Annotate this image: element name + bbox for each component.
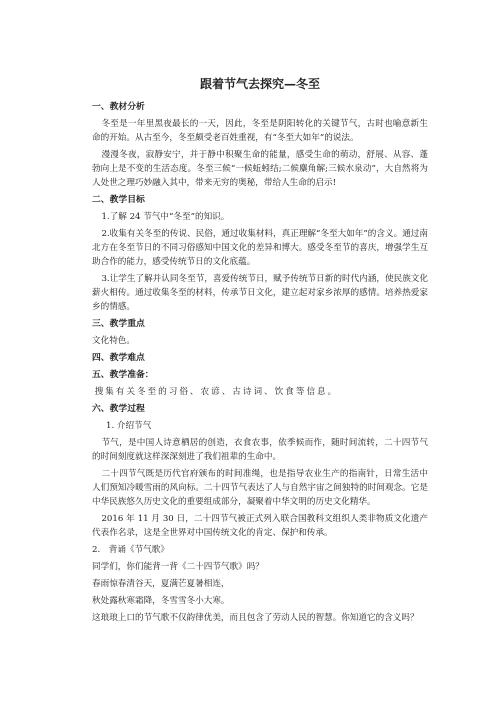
step-heading: 2. 背诵《节气歌》	[92, 545, 169, 555]
section-heading-key-points: 三、教学重点	[92, 319, 145, 329]
paragraph: 文化特色。	[92, 336, 135, 346]
paragraph: 二十四节气既是历代官府颁布的时间准绳，也是指导农业生产的指南针，日常生活中人们预知冷暖雪雨的风向标。二十四节气表达了人与自然宇宙之间独特的时间观念。它是中华民族悠久历史文化的重要组成部分，凝聚着中华文明的历史文化精华。	[92, 469, 428, 507]
paragraph: 冬至是一年里黑夜最长的一天，因此，冬至是阴阳转化的关键节气，古时也喻意新生命的开始。从古至今，冬至颇受老百姓重视，有“冬至大如年”的说法。	[92, 119, 428, 143]
goal-item: 3.让学生了解并认同冬至节，喜爱传统节日，赋予传统节日新的时代内涵，使民族文化薪火相传。通过收集冬至的材料，传承节日文化，建立起对家乡浓厚的感情。培养热爱家乡的情感。	[92, 274, 428, 312]
verse-line: 春雨惊春清谷天，夏满芒夏暑相连，	[92, 579, 230, 589]
goal-item: 2.收集有关冬至的传说、民俗，通过收集材料，真正理解“冬至大如年”的含义。通过南北方在冬至节日的不同习俗感知中国文化的差异和博大。感受冬至节的喜庆，增强学生互助合作的能力，感受传统节日的文化底蕴。	[92, 229, 428, 267]
paragraph: 漫漫冬夜，寂静安宁，并于静中积聚生命的能量，感受生命的萌动，舒展、从容、蓬勃向上是不变的生活态度。冬至三候“一候蚯蚓结;二候麋角解;三候水泉动”，大自然将为人处世之理巧妙融入其中，带来无穷的奥秘，带给人生命的启示!	[92, 150, 428, 188]
section-heading-teaching-process: 六、教学过程	[92, 404, 145, 414]
goal-item: 1.了解 24 节气中“冬至”的知识。	[101, 212, 230, 222]
section-heading-teaching-goals: 二、教学目标	[92, 195, 145, 205]
section-heading-difficulties: 四、教学难点	[92, 353, 145, 363]
verse-line: 秋处露秋寒霜降，冬雪雪冬小大寒。	[92, 596, 230, 606]
paragraph: 2016 年 11 月 30 日，二十四节气被正式列入联合国教科文组织人类非物质文化遗产代表作名录，这是全世界对中国传统文化的肯定、保护和传承。	[92, 514, 428, 538]
paragraph: 节气，是中国人诗意栖居的创造，衣食农事，依季候而作，随时间流转，二十四节气的时间刻度就这样深深刻进了我们祖辈的生命中。	[92, 438, 428, 462]
paragraph: 这琅琅上口的节气歌不仅韵律优美，而且包含了劳动人民的智慧。你知道它的含义吗？	[92, 613, 419, 623]
step-heading: 1. 介绍节气	[106, 421, 152, 431]
paragraph: 搜集有关冬至的习俗、农谚、古诗词、饮食等信息。	[94, 387, 339, 397]
section-heading-textbook-analysis: 一、教材分析	[92, 102, 145, 112]
paragraph: 同学们，你们能背一背《二十四节气歌》吗？	[92, 562, 264, 572]
section-heading-preparation: 五、教学准备：	[92, 370, 154, 380]
document-title: 跟着节气去探究—冬至	[199, 77, 320, 91]
